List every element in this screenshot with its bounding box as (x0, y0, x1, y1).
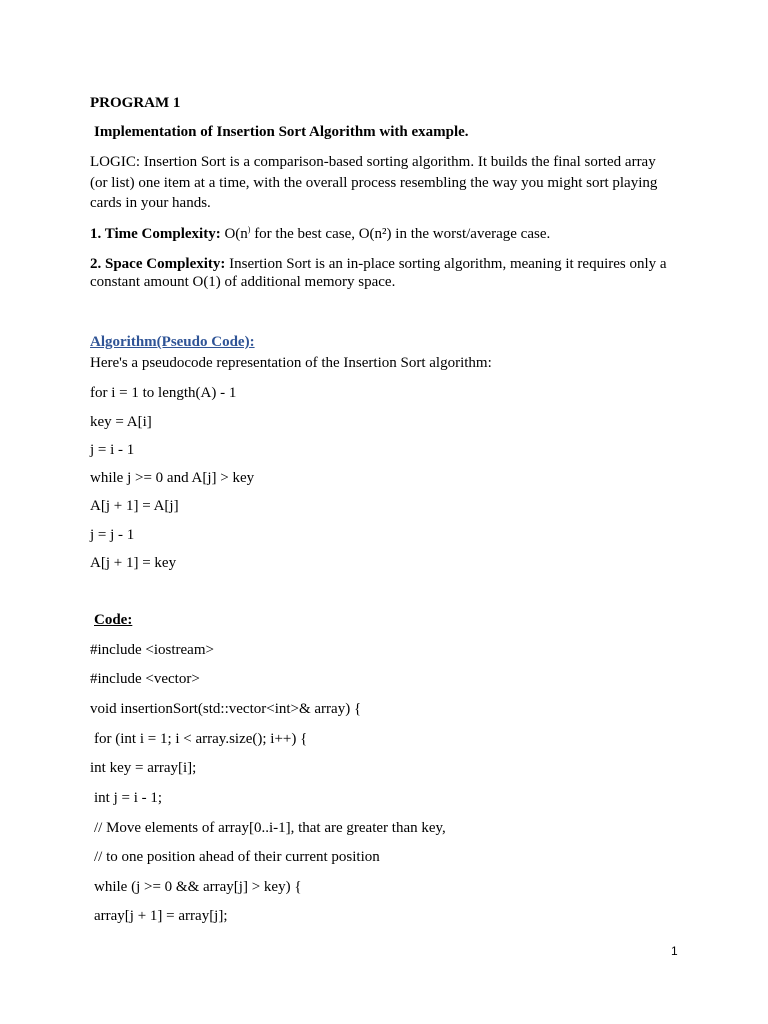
pseudocode-line: for i = 1 to length(A) - 1 (90, 385, 237, 401)
pseudocode-line: while j >= 0 and A[j] > key (90, 470, 255, 486)
time-complexity-label: 1. Time Complexity: (90, 226, 221, 242)
code-line: #include <vector> (90, 671, 200, 687)
code-line: // Move elements of array[0..i-1], that are greater than key, (94, 820, 446, 836)
code-line: int j = i - 1; (94, 790, 163, 806)
logic-line-1: LOGIC: Insertion Sort is a comparison-based sorting algorithm. It builds the final sorted array (90, 154, 656, 170)
logic-line-3: cards in your hands. (90, 195, 211, 211)
code-heading: Code: (94, 612, 133, 628)
time-complexity-sup: ) (247, 225, 251, 234)
pseudocode-line: A[j + 1] = A[j] (90, 498, 179, 514)
code-line: int key = array[i]; (90, 760, 197, 776)
time-complexity-post: for the best case, O(n²) in the worst/average case. (254, 226, 551, 242)
program-title: PROGRAM 1 (90, 95, 181, 111)
pseudocode-line: key = A[i] (90, 414, 152, 430)
pseudocode-line: A[j + 1] = key (90, 555, 177, 571)
time-complexity (90, 225, 550, 243)
algorithm-intro: Here's a pseudocode representation of the Insertion Sort algorithm: (90, 355, 492, 371)
space-complexity-label: 2. Space Complexity: (90, 256, 226, 272)
time-complexity-pre: O(n (224, 226, 248, 242)
space-complexity-line-2: constant amount O(1) of additional memory space. (90, 274, 396, 290)
program-subtitle: Implementation of Insertion Sort Algorithm with example. (94, 124, 469, 140)
logic-line-2: (or list) one item at a time, with the overall process resembling the way you might sort playing (90, 175, 658, 191)
code-line: void insertionSort(std::vector<int>& array) { (90, 701, 362, 717)
space-complexity (90, 255, 667, 273)
code-line: for (int i = 1; i < array.size(); i++) { (94, 731, 308, 747)
algorithm-heading[interactable]: Algorithm(Pseudo Code): (90, 334, 255, 350)
pseudocode-line: j = i - 1 (90, 442, 135, 458)
page-number: 1 (671, 944, 678, 958)
code-line: while (j >= 0 && array[j] > key) { (94, 879, 302, 895)
code-line: // to one position ahead of their current position (94, 849, 380, 865)
code-line: array[j + 1] = array[j]; (94, 908, 228, 924)
space-complexity-line-1: Insertion Sort is an in-place sorting algorithm, meaning it requires only a (229, 256, 667, 272)
code-line: #include <iostream> (90, 642, 214, 658)
pseudocode-line: j = j - 1 (90, 527, 135, 543)
